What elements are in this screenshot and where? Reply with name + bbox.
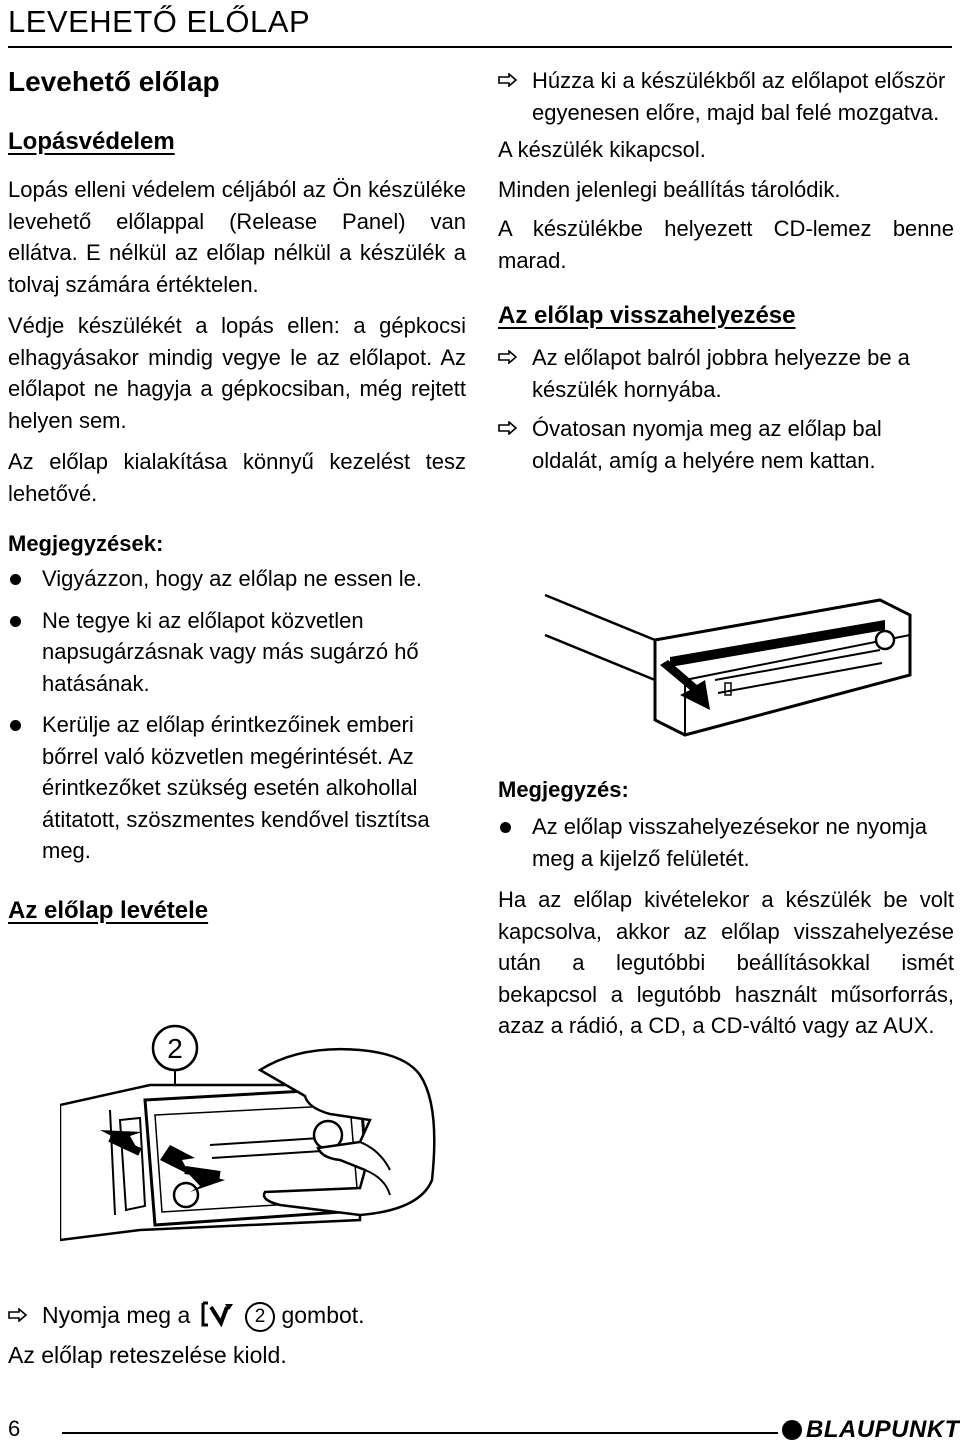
footer-rule [62, 1432, 778, 1434]
release-button-icon [201, 1301, 235, 1327]
left-column [8, 66, 466, 925]
reattach-step: Az előlapot balról jobbra helyezze be a készülék hornyába. [498, 342, 954, 405]
press-button-step: Nyomja meg a 2 gombot. [8, 1300, 708, 1332]
reattach-step: Óvatosan nyomja meg az előlap bal oldalát, amíg a helyére nem kattan. [498, 413, 954, 476]
notes-heading: Megjegyzések: [8, 531, 164, 556]
page-header-title: LEVEHETŐ ELŐLAP [8, 4, 311, 39]
bullet-dot-icon [10, 574, 21, 585]
info-line: Minden jelenlegi beállítás tárolódik. [498, 176, 841, 202]
right-column-lower [498, 775, 954, 1042]
closing-paragraph: Ha az előlap kivételekor a készülék be volt kapcsolva, akkor az előlap visszahelyezése után a legutóbbi beállításokkal ismét bekapcsol a legutóbb használt műsorforrás, azaz a rádió, a CD, a CD-váltó vagy az AUX. [498, 887, 954, 1038]
reattach-illustration [540, 585, 920, 755]
bottom-instruction [8, 1300, 708, 1372]
page-number: 6 [8, 1416, 21, 1441]
note-item: Kerülje az előlap érintkezőinek emberi bőrrel való közvetlen megérintését. Az érintkezőket szükség esetén alkohollal átitatott, szöszmentes kendővel tisztítsa meg. [8, 709, 466, 867]
note-heading: Megjegyzés: [498, 777, 629, 802]
arrow-right-icon [498, 73, 518, 87]
theft-paragraph-1: Lopás elleni védelem céljából az Ön készüléke levehető előlappal (Release Panel) van ellátva. E nélkül az előlap nélkül a készülék a tolvaj számára értéktelen. [8, 177, 466, 297]
result-text: Az előlap reteszelése kiold. [8, 1342, 287, 1368]
arrow-right-icon [498, 350, 518, 364]
brand-logo: BLAUPUNKT [782, 1416, 960, 1444]
theft-paragraph-2: Védje készülékét a lopás ellen: a gépkocsi elhagyásakor mindig vegye le az előlapot. Az előlapot ne hagyja a gépkocsiban, még rejtett helyen sem. [8, 313, 466, 433]
header-rule [8, 46, 952, 48]
removal-illustration [60, 1010, 470, 1250]
note-item: Ne tegye ki az előlapot közvetlen napsugárzásnak vagy más sugárzó hő hatásának. [8, 605, 466, 700]
bullet-dot-icon [10, 720, 21, 731]
bullet-dot-icon [10, 616, 21, 627]
note-item: Vigyázzon, hogy az előlap ne essen le. [8, 563, 466, 595]
arrow-right-icon [498, 421, 518, 435]
right-column [498, 65, 954, 476]
theft-protection-heading: Lopásvédelem [8, 128, 175, 155]
arrow-right-icon [8, 1308, 28, 1322]
note-item: Az előlap visszahelyezésekor ne nyomja meg a kijelző felületét. [498, 811, 954, 874]
bullet-dot-icon [500, 822, 511, 833]
info-line: A készülék kikapcsol. [498, 137, 706, 162]
section-title: Levehető előlap [8, 66, 220, 97]
callout-number: 2 [167, 1033, 183, 1064]
brand-dot-icon [782, 1420, 802, 1440]
button-number-badge: 2 [245, 1302, 275, 1332]
removal-heading: Az előlap levétele [8, 896, 209, 924]
reattach-heading: Az előlap visszahelyezése [498, 302, 796, 329]
removal-step: Húzza ki a készülékből az előlapot először egyenesen előre, majd bal felé mozgatva. [498, 65, 954, 128]
info-line: A készülékbe helyezett CD-lemez benne marad. [498, 216, 954, 273]
theft-paragraph-3: Az előlap kialakítása könnyű kezelést tesz lehetővé. [8, 449, 466, 506]
